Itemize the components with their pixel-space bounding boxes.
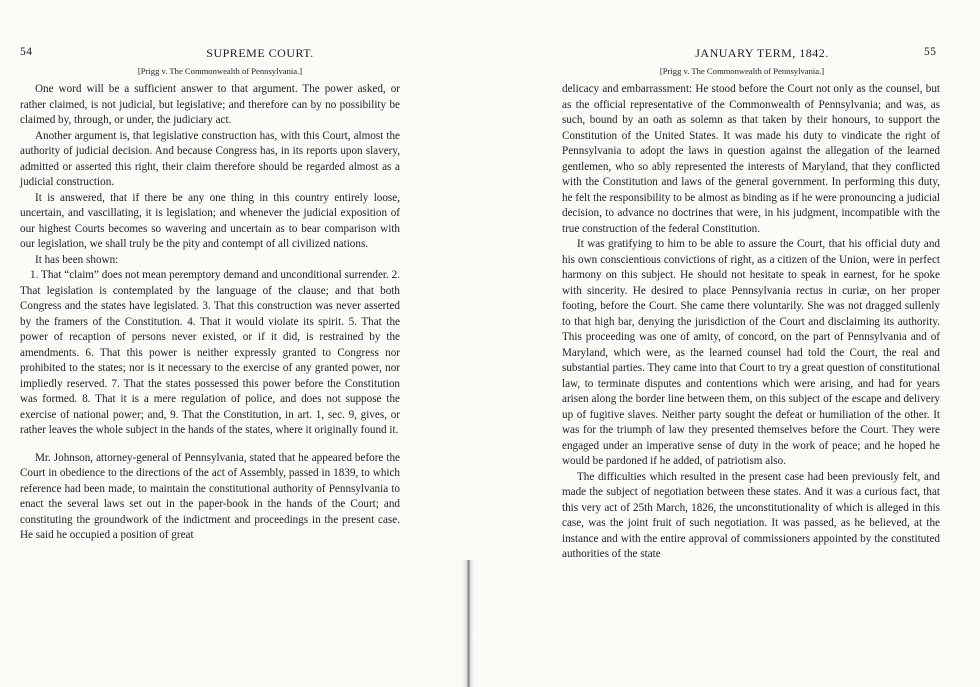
paragraph: 1. That “claim” does not mean peremptory demand and unconditional surrender. 2. That legislation is contemplated by the language of the clause; and that both Congress and the states have legislated. 3. That this construction was never asserted by the framers of the Constitution. 4. That it would violate its spirit. 5. That the power of recaption of persons never existed, or if it did, is restrained by the amendments. 6. That this power is neither expressly granted to Congress nor prohibited to the states; nor is it necessary to the exercise of any granted power, nor impliedly reserved. 7. That the states possessed this power before the Constitution was formed. 8. That it is a mere regulation of police, and does not suppose the exercise of national power; and, 9. That the Constitution, in art. 1, sec. 9, gives, or rather leaves the whole subject in the hands of the states, where it originally found it.	[20, 269, 400, 436]
paragraph: It is answered, that if there be any one thing in this country entirely loose, uncertain, and vascillating, it is legislation; and whenever the judicial exposition of our highest Courts becomes so wavering and uncertain as to bear comparison with our legislation, we shall truly be the pity and contempt of all civilized nations.	[20, 191, 400, 250]
left-page	[0, 0, 470, 687]
right-running-head: JANUARY TERM, 1842.	[695, 46, 829, 60]
right-page	[472, 0, 980, 687]
paragraph: Another argument is, that legislative construction has, with this Court, almost the authority of judicial decision. And because Congress has, in its reports upon slavery, admitted or asserted this right, their claim therefore should be regarded almost as a judicial construction.	[20, 129, 400, 188]
paragraph: It was gratifying to him to be able to assure the Court, that his official duty and his own conscientious convictions of right, as a citizen of the Union, were in perfect harmony on this subject. He should not hesitate to speak in earnest, for he spoke with sincerity. He desired to place Pennsylvania rectus in curiæ, on her proper footing, before the Court. She came there voluntarily. She was not dragged sullenly to that high bar, denying the jurisdiction of the Court and disclaiming its authority. This proceeding was one of amity, of concord, on the part of Pennsylvania and of Maryland, which were, as the learned counsel had told the Court, the real and substantial parties. They came into that Court to try a great question of constitutional law, to terminate disputes and contentions which were arising, and had for years arisen along the border line between them, on this subject of the escape and delivery up of fugitive slaves. Neither party sought the defeat or humiliation of the other. It was for the triumph of law they presented themselves before the Court. They were engaged under an imperative sense of duty in the work of peace; and he hoped he would be pardoned if he added, of patriotism also.	[562, 238, 940, 467]
right-page-number: 55	[924, 46, 937, 58]
paragraph: It has been shown:	[35, 253, 119, 266]
left-text-column	[20, 82, 400, 544]
left-running-head: SUPREME COURT.	[206, 46, 314, 60]
paragraph: Mr. Johnson, attorney-general of Pennsylvania, stated that he appeared before the Court in obedience to the directions of the act of Assembly, passed in 1839, to which reference had been made, to maintain the constitutional authority of Pennsylvania to enact the several laws set out in the paper-book in the hands of the Court; and constituting the groundwork of the indictment and proceedings in the present case. He said he occupied a position of great	[20, 451, 400, 541]
paragraph: One word will be a sufficient answer to that argument. The power asked, or rather claimed, is not judicial, but legislative; and therefore can by no possibility be claimed by, through, or under, the judiciary act.	[20, 83, 400, 126]
left-case-caption: [Prigg v. The Commonwealth of Pennsylvania.]	[137, 66, 303, 76]
paragraph: delicacy and embarrassment: He stood before the Court not only as the counsel, but as the official representative of the Commonwealth of Pennsylvania; and was, as such, bound by an oath as solemn as that taken by their honours, to support the Constitution of the United States. It was made his duty to vindicate the right of Pennsylvania to adopt the laws in question against the allegation of the learned gentlemen, who so ably represented the interests of Maryland, that they conflicted with the Constitution and laws of the general government. In performing this duty, he felt the responsibility to be almost as binding as if he were pronouncing a judicial decision, to advance no doctrines that were, in his judgment, incompatible with the true construction of the federal Constitution.	[562, 83, 940, 235]
right-text-column	[562, 82, 940, 563]
left-page-number: 54	[20, 46, 33, 58]
right-case-caption: [Prigg v. The Commonwealth of Pennsylvania.]	[659, 66, 825, 76]
paragraph: The difficulties which resulted in the present case had been previously felt, and made the subject of negotiation between these states. And it was a curious fact, that this very act of 25th March, 1826, the unconstitutionality of which is alleged in this case, was the joint fruit of such negotiation. It was passed, as he believed, at the instance and with the entire approval of commissioners appointed by the constituted authorities of the state	[562, 470, 940, 560]
